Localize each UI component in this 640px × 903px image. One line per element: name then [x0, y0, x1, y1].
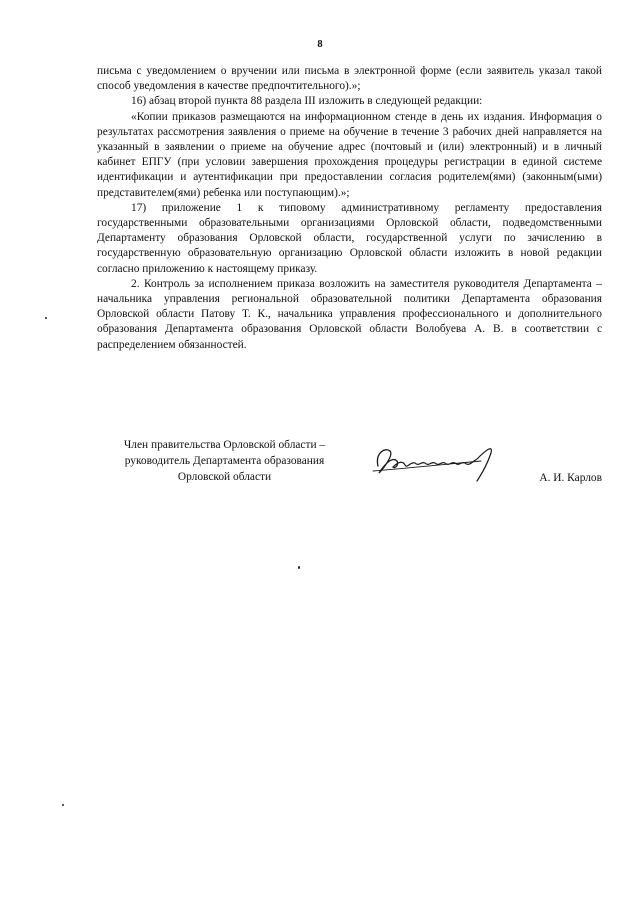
- signature-block: [97, 437, 602, 497]
- signatory-name: А. И. Карлов: [539, 472, 602, 484]
- paragraph-item-16: 16) абзац второй пункта 88 раздела III изложить в следующей редакции:: [131, 95, 483, 108]
- page-number: 8: [317, 39, 323, 50]
- paragraph-continuation: письма с уведомлением о вручении или письма в электронной форме (если заявитель указал такой способ уведомления в качестве предпочтительного).»;: [97, 65, 602, 93]
- signatory-position-line-3: Орловской области: [177, 471, 272, 483]
- signatory-position-line-1: Член правительства Орловской области –: [123, 439, 326, 451]
- signatory-position: [97, 437, 352, 485]
- scan-speck: [298, 566, 300, 569]
- scan-speck: [45, 317, 47, 319]
- document-body: [97, 64, 602, 353]
- paragraph-control-clause: 2. Контроль за исполнением приказа возложить на заместителя руководителя Департамента – начальника управления региональной образовательной политики Департамента образования Орловской области Патову Т. К., начальника управления профессионального и дополнительного образования Департамента образования Орловской области Волобуева А. В. в соответствии с распределением обязанностей.: [97, 277, 602, 351]
- scan-speck: [62, 804, 64, 806]
- handwritten-signature: [369, 439, 504, 487]
- signatory-position-line-2: руководитель Департамента образования: [124, 455, 325, 467]
- paragraph-item-17: 17) приложение 1 к типовому административному регламенту предоставления государственными образовательными организациями Орловской области, подведомственными Департаменту образования Орловской области, государственной услуги по зачислению в государственную образовательную организацию Орловской области изложить в новой редакции согласно приложению к настоящему приказу.: [97, 201, 602, 275]
- paragraph-quoted-amendment: «Копии приказов размещаются на информационном стенде в день их издания. Информация о результатах рассмотрения заявления о приеме на обучение в течение 3 рабочих дней направляется на указанный в заявлении о приеме на обучение адрес (почтовый и (или) электронный) и в личный кабинет ЕПГУ (при условии завершения прохождения процедуры регистрации в единой системе идентификации и аутентификации при предоставлении согласия родителем(ями) (законным(ыми) представителем(ями) ребенка или поступающим).»;: [97, 110, 602, 199]
